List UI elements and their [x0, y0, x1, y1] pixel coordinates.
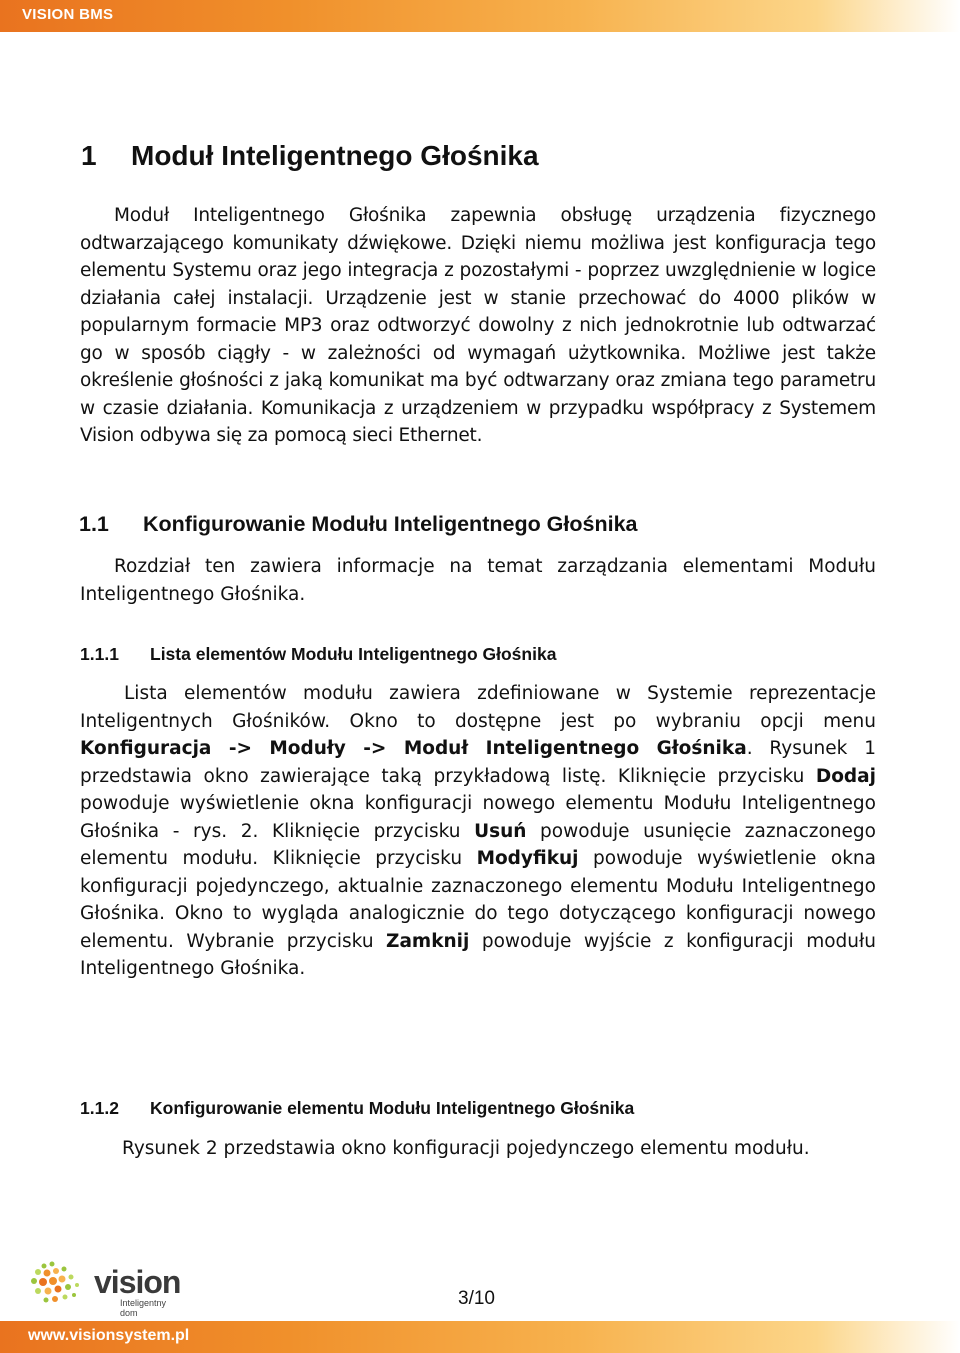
section-1-title: Moduł Inteligentnego Głośnika	[131, 140, 539, 171]
section-1-number: 1	[81, 140, 97, 171]
button-name-delete: Usuń	[474, 820, 527, 842]
section-1-1-1-title: Lista elementów Modułu Inteligentnego Głośnika	[150, 644, 557, 664]
section-1-heading	[81, 140, 539, 172]
section-1-1-title: Konfigurowanie Modułu Inteligentnego Głośnika	[143, 512, 638, 536]
p-text-6: powoduje wyjście z konfiguracji modułu Inteligentnego Głośnika.	[80, 930, 876, 979]
footer-bar	[0, 1321, 960, 1353]
section-1-1-1-heading	[80, 644, 556, 665]
section-1-1-heading	[79, 512, 638, 537]
button-name-modify: Modyfikuj	[476, 848, 579, 869]
button-name-add: Dodaj	[815, 765, 876, 787]
section-1-1-number: 1.1	[79, 512, 109, 536]
section-1-1-2-heading	[80, 1098, 634, 1119]
logo-subtext: Inteligentny dom	[120, 1298, 167, 1318]
button-name-close: Zamknij	[386, 930, 470, 952]
section-1-1-1-paragraph	[80, 680, 876, 983]
section-1-1-2-title: Konfigurowanie elementu Modułu Inteligentnego Głośnika	[150, 1098, 635, 1118]
vision-logo	[24, 1258, 184, 1318]
logo-dots-icon	[24, 1258, 94, 1314]
header-title: VISION BMS	[22, 6, 114, 23]
logo-wordmark: vision	[94, 1264, 181, 1300]
header-bar	[0, 0, 960, 32]
p-text-2: . Rysunek 1 przedstawia okno zawierające taką przykładową listę. Kliknięcie przycisku	[80, 738, 876, 787]
page-number: 3/10	[458, 1288, 495, 1309]
footer-url-link[interactable]: www.visionsystem.pl	[28, 1327, 190, 1344]
p-text-4: powoduje usunięcie zaznaczonego elementu modułu. Kliknięcie przycisku	[80, 820, 876, 869]
section-1-1-1-number: 1.1.1	[80, 644, 119, 664]
section-1-1-paragraph: Rozdział ten zawiera informacje na temat zarządzania elementami Modułu Inteligentnego Głośnika.	[80, 556, 876, 605]
section-1-paragraph: Moduł Inteligentnego Głośnika zapewnia obsługę urządzenia fizycznego odtwarzającego komunikaty dźwiękowe. Dzięki niemu możliwa jest konfiguracja tego elementu Systemu oraz jego integracja z pozostałymi - poprzez uwzględnienie w logice działania całej instalacji. Urządzenie jest w stanie przechować do 4000 plików w popularnym formacie MP3 oraz odtworzyć dowolny z nich jednokrotnie lub odtwarzać go w sposób ciągły - w zależności od wymagań użytkownika. Możliwe jest także określenie głośności z jaką komunikat ma być odtwarzany oraz zmiana tego parametru w czasie działania. Komunikacja z urządzeniem w przypadku współpracy z Systemem Vision odbywa się za pomocą sieci Ethernet.	[80, 205, 876, 446]
p-text-3: powoduje wyświetlenie okna konfiguracji nowego elementu Modułu Inteligentnego Głośnika - rys. 2. Kliknięcie przycisku	[80, 793, 876, 842]
p-text-1: Lista elementów modułu zawiera zdefiniowane w Systemie reprezentacje Inteligentnych Głośników. Okno to dostępne jest po wybraniu opcji menu	[80, 683, 876, 732]
p-text-5: powoduje wyświetlenie okna konfiguracji pojedynczego, aktualnie zaznaczonego elementu Modułu Inteligentnego Głośnika. Okno to wygląda analogicznie do tego dotyczącego konfiguracji nowego elementu. Wybranie przycisku	[80, 848, 876, 952]
section-1-1-2-number: 1.1.2	[80, 1098, 119, 1118]
menu-path: Konfiguracja -> Moduły -> Moduł Inteligentnego Głośnika	[80, 738, 747, 759]
section-1-1-2-paragraph: Rysunek 2 przedstawia okno konfiguracji pojedynczego elementu modułu.	[122, 1138, 810, 1159]
